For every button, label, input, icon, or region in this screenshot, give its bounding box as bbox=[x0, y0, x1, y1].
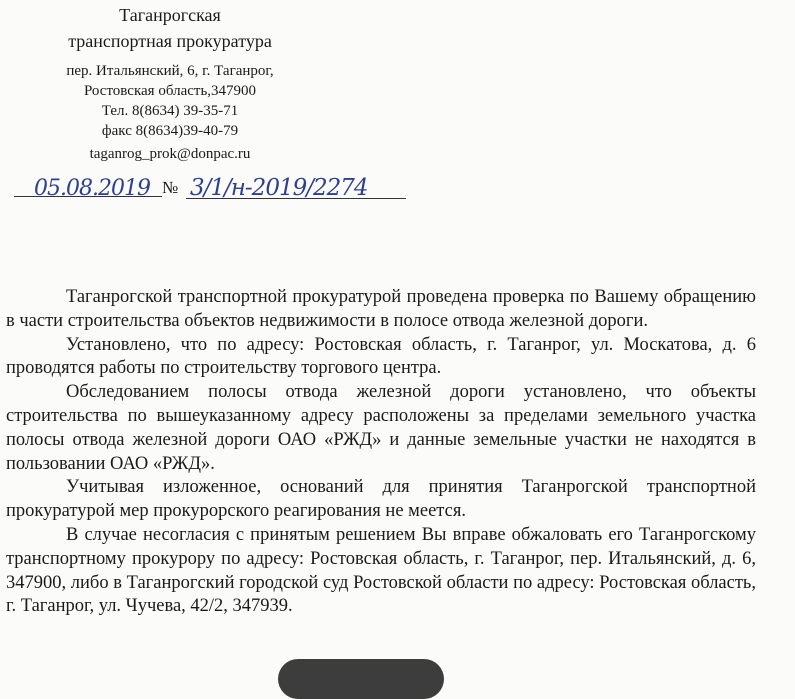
organization-name-line1: Таганрогская bbox=[119, 5, 221, 25]
number-underline bbox=[186, 198, 406, 199]
address-line1: пер. Итальянский, 6, г. Таганрог, bbox=[66, 63, 274, 79]
handwritten-registration-number: 3/1/н-2019/2274 bbox=[190, 175, 368, 201]
paragraph-survey: Обследованием полосы отвода железной дороги установлено, что объекты строительства по вышеуказанному адресу расположены за пределами земельного участка полосы отвода железной дороги ОАО «РЖД» и данные земельные участки не находятся в пользовании ОАО «РЖД». bbox=[6, 382, 756, 474]
registration-line bbox=[14, 172, 414, 208]
email-address: taganrog_prok@donpac.ru bbox=[89, 146, 251, 162]
date-underline bbox=[14, 196, 162, 197]
address-line2: Ростовская область,347900 bbox=[83, 83, 257, 99]
number-sign: № bbox=[162, 178, 179, 197]
paragraph-conclusion: Учитывая изложенное, оснований для принятия Таганрогской транспортной прокуратурой мер прокурорского реагирования не меется. bbox=[6, 477, 756, 522]
letter-body bbox=[6, 286, 756, 619]
fax-number: факс 8(8634)39-40-79 bbox=[101, 123, 239, 139]
floating-overlay-button[interactable] bbox=[278, 659, 444, 699]
organization-name-line2: транспортная прокуратура bbox=[68, 31, 272, 51]
paragraph-inspection: Таганрогской транспортной прокуратурой проведена проверка по Вашему обращению в части строительства объектов недвижимости в полосе отвода железной дороги. bbox=[6, 287, 756, 331]
paragraph-appeal: В случае несогласия с принятым решением Вы вправе обжаловать его Таганрогскому транспортному прокурору по адресу: Ростовская область, г. Таганрог, пер. Итальянский, д. 6, 347900, либо в Таганрогский городской суд Ростовской области по адресу: Ростовская область, г. Таганрог, ул. Чучева, 42/2, 347939. bbox=[6, 524, 756, 617]
handwritten-date: 05.08.2019 bbox=[34, 176, 150, 201]
paragraph-established: Установлено, что по адресу: Ростовская область, г. Таганрог, ул. Москатова, д. 6 проводятся работы по строительству торгового центра. bbox=[6, 334, 756, 379]
phone-number: Тел. 8(8634) 39-35-71 bbox=[101, 103, 239, 119]
